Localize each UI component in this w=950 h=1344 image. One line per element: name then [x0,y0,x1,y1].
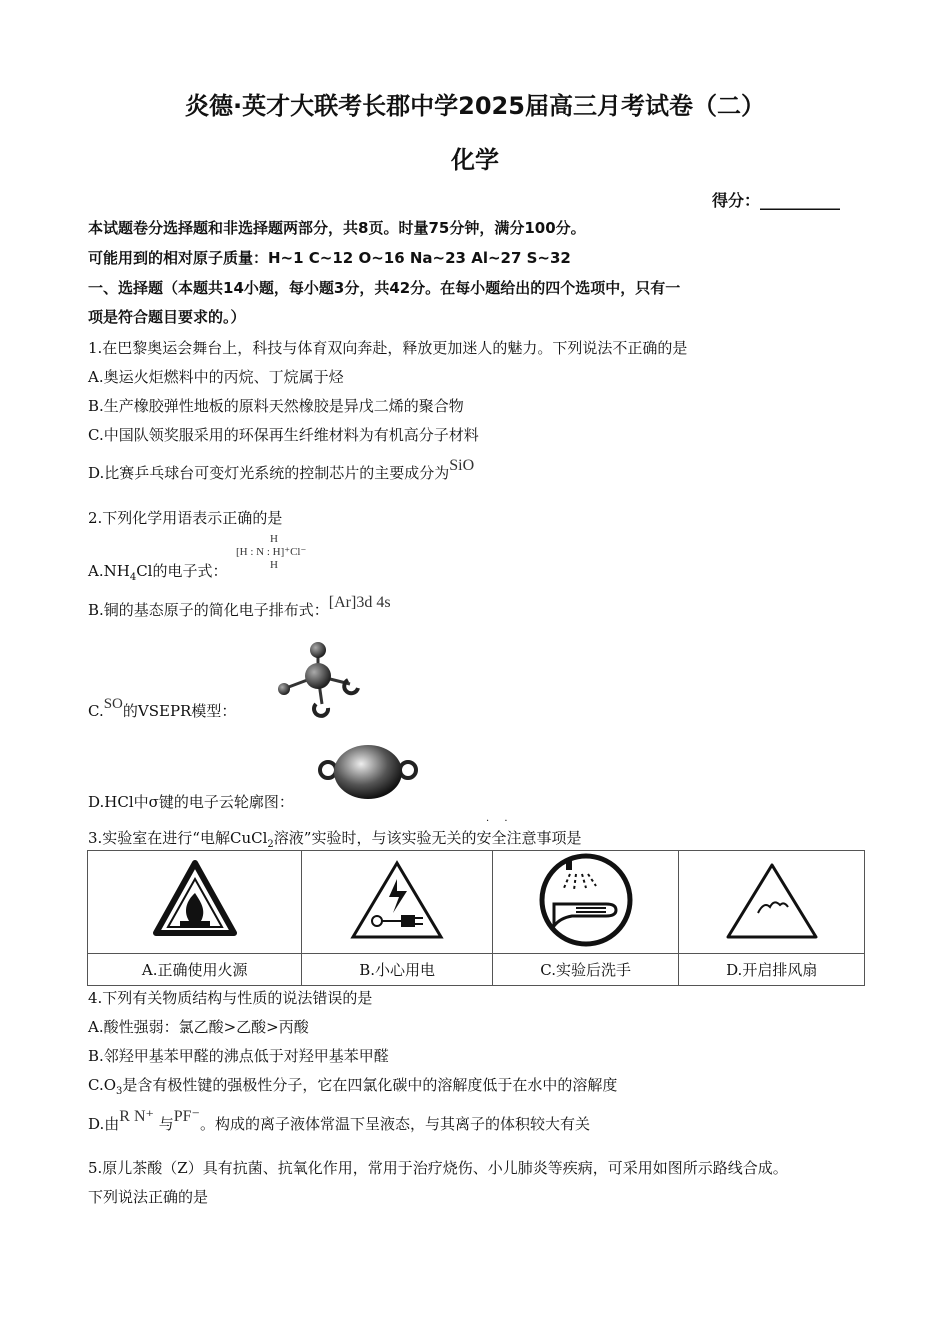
subject-title: 化学 [451,146,499,174]
q2-stem: 2.下列化学用语表示正确的是 [88,509,283,527]
safety-option-b: B.小心用电 [302,954,492,986]
q1-option-d-formula: SiO [449,457,475,474]
q1-option-b: B.生产橡胶弹性地板的原料天然橡胶是异戊二烯的聚合物 [88,397,464,415]
q4-c-sub: 3 [116,1086,123,1097]
emphasis-dots: · · [486,816,514,827]
q2-a-sub: 4 [129,572,137,583]
q3-stem [88,827,581,850]
q5-stem-1: 5.原儿茶酸（Z）具有抗菌、抗氧化作用，常用于治疗烧伤、小儿肺炎等疾病，可采用如图所示路线合成。 [88,1159,788,1177]
q2-b-text: B.铜的基态原子的简化电子排布式： [88,601,329,619]
electric-plug-icon [347,857,447,943]
safety-table [87,850,865,986]
q1-stem: 1.在巴黎奥运会舞台上，科技与体育双向奔赴，释放更加迷人的魅力。下列说法不正确的是 [88,339,688,357]
q2-c-formula: SO [103,696,123,712]
q2-b-formula: [Ar]3d 4s [328,594,391,611]
nh4cl-h-bottom: H [270,559,278,571]
handwash-cell [492,851,679,954]
safety-option-c: C.实验后洗手 [492,954,679,986]
q4-option-c [88,1074,617,1097]
q2-a-post: Cl的电子式： [136,562,228,580]
score-field [712,188,840,211]
q2-c-post: 的VSEPR模型： [122,702,237,720]
q4-c-pre: C.O [88,1076,117,1094]
vsepr-model-image [268,638,368,718]
safety-captions-row [88,954,865,986]
q2-a-pre: A.NH [88,562,130,580]
q1-option-a: A.奥运火炬燃料中的丙烷、丁烷属于烃 [88,368,344,386]
instructions-line-1: 本试题卷分选择题和非选择题两部分，共8页。时量75分钟，满分100分。 [88,219,586,237]
nh4cl-main: [H : N : H]⁺Cl⁻ [236,546,307,558]
q2-option-c [88,696,237,721]
q1-option-d-text: D.比赛乒乓球台可变灯光系统的控制芯片的主要成分为 [88,464,450,482]
section-heading-2: 项是符合题目要求的。） [88,308,246,326]
score-blank: __________ [760,191,841,210]
q4-option-d [88,1108,590,1134]
q3-stem-sub: 2 [267,839,274,850]
q4-option-a: A.酸性强弱：氯乙酸>乙酸>丙酸 [88,1018,309,1036]
q4-d-post: 。构成的离子液体常温下呈液态，与其离子的体积较大有关 [199,1115,590,1133]
q3-stem-pre: 3.实验室在进行“电解CuCl [88,829,268,847]
fire-icon [150,857,240,943]
nh4cl-electron-formula [236,533,356,575]
q4-d-formula-1: R N⁺ [119,1108,154,1125]
ventilation-icon [722,857,822,943]
q4-c-post: 是含有极性键的强极性分子，它在四氯化碳中的溶解度低于在水中的溶解度 [122,1076,618,1094]
q5-stem-2: 下列说法正确的是 [88,1188,209,1206]
instructions-line-2: 可能用到的相对原子质量：H~1 C~12 O~16 Na~23 Al~27 S~32 [88,249,571,267]
q1-option-c: C.中国队领奖服采用的环保再生纤维材料为有机高分子材料 [88,426,479,444]
fire-safety-cell [88,851,302,954]
q4-d-formula-2: PF⁻ [173,1108,200,1125]
q2-option-d: D.HCl中σ键的电子云轮廓图： [88,793,294,811]
electric-safety-cell [302,851,492,954]
page-title: 炎德·英才大联考长郡中学2025届高三月考试卷（二） [185,92,765,120]
safety-option-a: A.正确使用火源 [88,954,302,986]
q2-option-a [88,560,227,583]
q3-stem-post: 溶液”实验时，与该实验无关的安全注意事项是 [273,829,582,847]
score-label: 得分： [712,191,761,210]
ventilation-cell [679,851,865,954]
q2-c-pre: C. [88,702,104,720]
nh4cl-h-top: H [270,533,278,545]
hcl-sigma-cloud-image [316,742,420,802]
safety-option-d: D.开启排风扇 [679,954,865,986]
q4-d-pre: D.由 [88,1115,120,1133]
q4-d-mid: 与 [158,1115,174,1133]
q4-option-b: B.邻羟甲基苯甲醛的沸点低于对羟甲基苯甲醛 [88,1047,389,1065]
q2-option-b [88,594,391,620]
safety-icons-row [88,851,865,954]
q1-option-d [88,457,475,483]
q4-stem: 4.下列有关物质结构与性质的说法错误的是 [88,989,373,1007]
section-heading-1: 一、选择题（本题共14小题，每小题3分，共42分。在每小题给出的四个选项中，只有一 [88,279,681,297]
handwash-icon [536,852,636,948]
